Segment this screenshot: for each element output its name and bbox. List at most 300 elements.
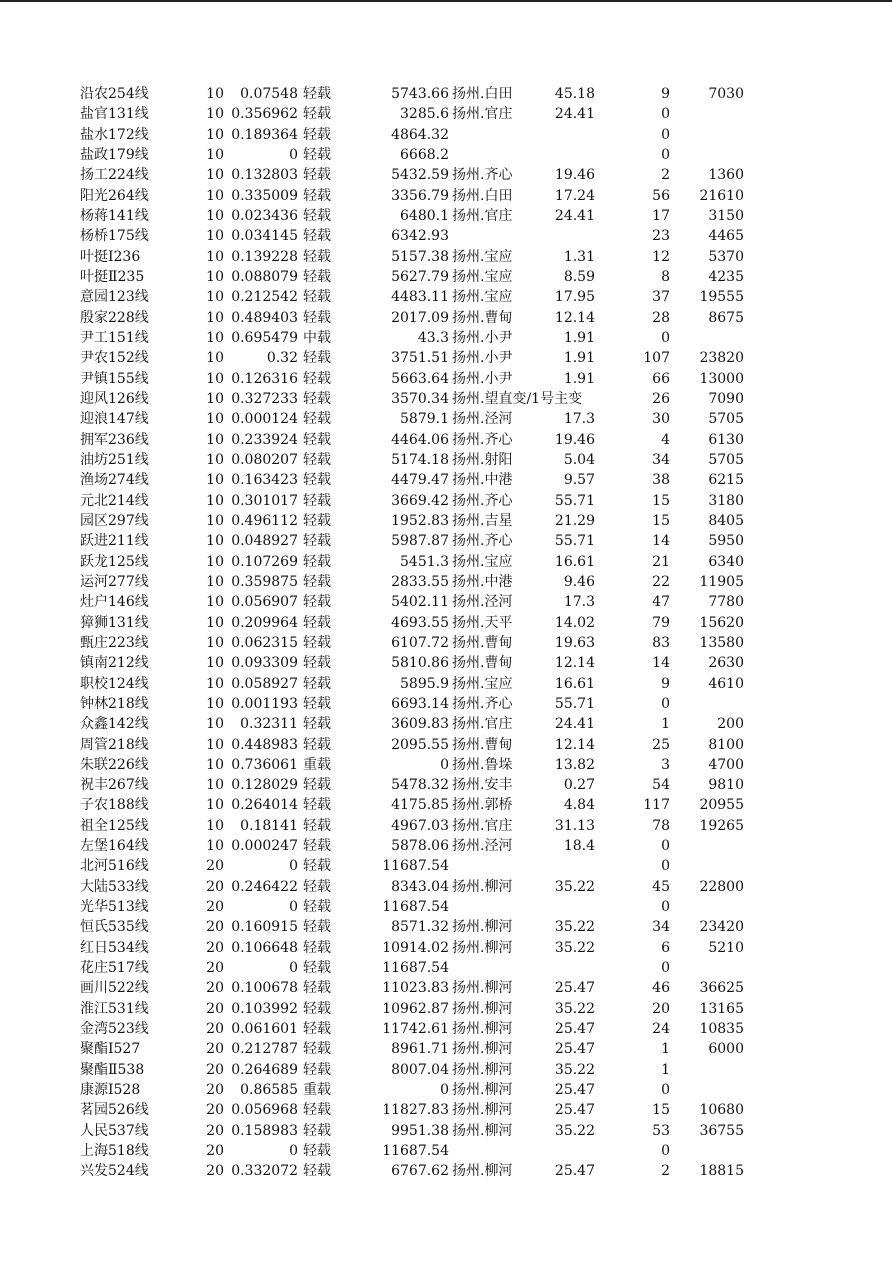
available-capacity-cell: 4175.85 [391,797,449,814]
table-row [0,165,892,185]
available-capacity-cell: 2095.55 [391,736,449,753]
distance-cell: 4.84 [563,797,595,814]
voltage-cell: 10 [206,390,224,407]
distance-cell: 35.22 [554,919,595,936]
load-ratio-cell: 0.106648 [231,939,298,956]
distance-cell: 1.91 [563,329,595,346]
available-capacity-cell: 6107.72 [391,634,449,651]
load-ratio-cell: 0.058927 [231,675,298,692]
installed-capacity-cell: 36755 [699,1122,744,1139]
available-capacity-cell: 4479.47 [391,472,449,489]
installed-capacity-cell: 10680 [699,1102,744,1119]
installed-capacity-cell: 8675 [708,309,744,326]
transformer-count-cell: 1 [661,1041,670,1058]
installed-capacity-cell: 19265 [699,817,744,834]
transformer-count-cell: 1 [661,1061,670,1078]
load-status-cell: 轻载 [303,919,331,936]
distance-cell: 13.82 [554,756,595,773]
distance-cell: 35.22 [554,878,595,895]
load-ratio-cell: 0.056907 [231,594,298,611]
available-capacity-cell: 3285.6 [400,106,449,123]
available-capacity-cell: 5402.11 [391,594,449,611]
installed-capacity-cell: 7090 [708,390,744,407]
voltage-cell: 10 [206,451,224,468]
distance-cell: 9.46 [563,573,595,590]
available-capacity-cell: 5432.59 [391,167,449,184]
load-ratio-cell: 0.264689 [231,1061,298,1078]
line-name-cell: 花庄517线 [80,960,149,977]
transformer-count-cell: 83 [652,634,670,651]
distance-cell: 12.14 [554,309,595,326]
load-ratio-cell: 0.056968 [231,1102,298,1119]
substation-cell: 扬州.柳河 [452,878,513,895]
transformer-count-cell: 26 [652,390,670,407]
distance-cell: 17.3 [563,594,595,611]
installed-capacity-cell: 11905 [699,573,744,590]
installed-capacity-cell: 15620 [699,614,744,631]
substation-cell: 扬州.柳河 [452,1082,513,1099]
transformer-count-cell: 14 [652,655,670,672]
available-capacity-cell: 5879.1 [400,411,449,428]
voltage-cell: 10 [206,268,224,285]
transformer-count-cell: 0 [661,899,670,916]
line-name-cell: 迎风126线 [80,390,149,407]
installed-capacity-cell: 6215 [708,472,744,489]
installed-capacity-cell: 13000 [699,370,744,387]
voltage-cell: 10 [206,207,224,224]
transformer-count-cell: 0 [661,329,670,346]
substation-cell: 扬州.柳河 [452,939,513,956]
line-name-cell: 甄庄223线 [80,634,149,651]
load-ratio-cell: 0.264014 [231,797,298,814]
load-ratio-cell: 0 [289,1143,298,1160]
distance-cell: 9.57 [563,472,595,489]
load-ratio-cell: 0.093309 [231,655,298,672]
table-row [0,674,892,694]
available-capacity-cell: 10962.87 [382,1000,449,1017]
transformer-count-cell: 117 [643,797,670,814]
page-top-border [0,0,892,2]
load-ratio-cell: 0.209964 [231,614,298,631]
voltage-cell: 10 [206,817,224,834]
substation-cell: 扬州.柳河 [452,1000,513,1017]
load-ratio-cell: 0.132803 [231,167,298,184]
available-capacity-cell: 5627.79 [391,268,449,285]
substation-cell: 扬州.宝应 [452,289,513,306]
installed-capacity-cell: 6340 [708,553,744,570]
available-capacity-cell: 6480.1 [400,207,449,224]
transformer-count-cell: 1 [661,716,670,733]
distance-cell: 55.71 [554,492,595,509]
table-row [0,369,892,389]
load-status-cell: 重载 [303,756,331,773]
distance-cell: 25.47 [554,1041,595,1058]
table-row [0,755,892,775]
available-capacity-cell: 2017.09 [391,309,449,326]
line-name-cell: 獐狮131线 [80,614,149,631]
table-row [0,572,892,592]
available-capacity-cell: 0 [440,1082,449,1099]
voltage-cell: 10 [206,411,224,428]
table-row [0,287,892,307]
installed-capacity-cell: 19555 [699,289,744,306]
line-name-cell: 殷家228线 [80,309,149,326]
available-capacity-cell: 4967.03 [391,817,449,834]
load-status-cell: 轻载 [303,431,331,448]
voltage-cell: 20 [206,1061,224,1078]
available-capacity-cell: 4864.32 [391,126,449,143]
voltage-cell: 10 [206,228,224,245]
available-capacity-cell: 43.3 [417,329,449,346]
line-name-cell: 渔场274线 [80,472,149,489]
load-ratio-cell: 0.062315 [231,634,298,651]
installed-capacity-cell: 23820 [699,350,744,367]
substation-cell: 扬州.白田 [452,86,513,102]
load-ratio-cell: 0 [289,146,298,163]
load-ratio-cell: 0.327233 [231,390,298,407]
distance-cell: 12.14 [554,736,595,753]
table-row [0,1161,892,1181]
load-status-cell: 轻载 [303,390,331,407]
table-row [0,84,892,104]
transformer-count-cell: 66 [652,370,670,387]
substation-cell: 扬州.官庄 [452,716,513,733]
substation-cell: 扬州.柳河 [452,1021,513,1038]
voltage-cell: 20 [206,1082,224,1099]
transformer-count-cell: 8 [661,268,670,285]
load-status-cell: 轻载 [303,512,331,529]
load-ratio-cell: 0.356962 [231,106,298,123]
transformer-count-cell: 107 [643,350,670,367]
load-status-cell: 轻载 [303,1143,331,1160]
distance-cell: 25.47 [554,1021,595,1038]
transformer-count-cell: 45 [652,878,670,895]
line-name-cell: 淮江531线 [80,1000,149,1017]
load-ratio-cell: 0.335009 [231,187,298,204]
transformer-count-cell: 24 [652,1021,670,1038]
table-row [0,470,892,490]
distance-cell: 19.46 [554,167,595,184]
load-ratio-cell: 0.088079 [231,268,298,285]
substation-cell: 扬州.泾河 [452,838,513,855]
table-row [0,267,892,287]
substation-cell: 扬州.宝应 [452,553,513,570]
available-capacity-cell: 4693.55 [391,614,449,631]
table-row [0,104,892,124]
load-status-cell: 轻载 [303,146,331,163]
distance-cell: 5.04 [563,451,595,468]
load-status-cell: 轻载 [303,960,331,977]
voltage-cell: 10 [206,655,224,672]
installed-capacity-cell: 13580 [699,634,744,651]
voltage-cell: 10 [206,187,224,204]
voltage-cell: 20 [206,1021,224,1038]
line-name-cell: 红日534线 [80,939,149,956]
line-name-cell: 阳光264线 [80,187,149,204]
transformer-count-cell: 14 [652,533,670,550]
voltage-cell: 10 [206,736,224,753]
line-name-cell: 杨桥175线 [80,228,149,245]
substation-cell: 扬州.郭桥 [452,797,513,814]
substation-cell: 扬州.曹甸 [452,736,513,753]
transformer-count-cell: 78 [652,817,670,834]
available-capacity-cell: 9951.38 [391,1122,449,1139]
load-ratio-cell: 0.103992 [231,1000,298,1017]
load-status-cell: 轻载 [303,350,331,367]
load-status-cell: 轻载 [303,1021,331,1038]
installed-capacity-cell: 20955 [699,797,744,814]
transformer-count-cell: 28 [652,309,670,326]
voltage-cell: 10 [206,675,224,692]
load-ratio-cell: 0 [289,858,298,875]
table-row [0,409,892,429]
line-name-cell: 盐官131线 [80,106,149,123]
distance-cell: 24.41 [554,716,595,733]
installed-capacity-cell: 21610 [699,187,744,204]
table-row [0,186,892,206]
line-name-cell: 运河277线 [80,573,149,590]
table-row [0,735,892,755]
transformer-count-cell: 37 [652,289,670,306]
load-ratio-cell: 0.301017 [231,492,298,509]
line-name-cell: 恒氏535线 [80,919,149,936]
line-name-cell: 人民537线 [80,1122,149,1139]
load-ratio-cell: 0.233924 [231,431,298,448]
installed-capacity-cell: 5705 [708,411,744,428]
load-status-cell: 轻载 [303,939,331,956]
voltage-cell: 10 [206,106,224,123]
line-name-cell: 园区297线 [80,512,149,529]
load-status-cell: 轻载 [303,451,331,468]
load-status-cell: 轻载 [303,106,331,123]
load-status-cell: 轻载 [303,980,331,997]
distance-cell: 24.41 [554,106,595,123]
available-capacity-cell: 6767.62 [391,1163,449,1180]
available-capacity-cell: 3609.83 [391,716,449,733]
table-row [0,511,892,531]
voltage-cell: 10 [206,533,224,550]
load-status-cell: 轻载 [303,817,331,834]
substation-cell: 扬州.宝应 [452,268,513,285]
load-ratio-cell: 0.736061 [231,756,298,773]
table-row [0,1100,892,1120]
voltage-cell: 10 [206,472,224,489]
line-name-cell: 尹农152线 [80,350,149,367]
table-row [0,775,892,795]
installed-capacity-cell: 13165 [699,1000,744,1017]
transformer-count-cell: 6 [661,939,670,956]
load-status-cell: 轻载 [303,594,331,611]
line-name-cell: 聚酯Ⅰ527 [80,1041,141,1058]
table-row [0,1039,892,1059]
substation-cell: 扬州.小尹 [452,370,513,387]
substation-cell: 扬州.曹甸 [452,634,513,651]
table-row [0,714,892,734]
table-row [0,348,892,368]
substation-cell: 扬州.宝应 [452,248,513,265]
distance-cell: 55.71 [554,695,595,712]
distance-cell: 1.31 [563,248,595,265]
line-name-cell: 沿农254线 [80,86,149,102]
transformer-count-cell: 38 [652,472,670,489]
line-name-cell: 康源Ⅰ528 [80,1082,141,1099]
table-row [0,958,892,978]
table-row [0,226,892,246]
table-row [0,633,892,653]
load-ratio-cell: 0.32311 [240,716,298,733]
substation-cell: 扬州.柳河 [452,1122,513,1139]
line-name-cell: 意园123线 [80,289,149,306]
load-status-cell: 轻载 [303,634,331,651]
available-capacity-cell: 10914.02 [382,939,449,956]
distance-cell: 18.4 [563,838,595,855]
load-status-cell: 轻载 [303,716,331,733]
transformer-count-cell: 17 [652,207,670,224]
installed-capacity-cell: 2630 [708,655,744,672]
line-name-cell: 盐政179线 [80,146,149,163]
transformer-count-cell: 34 [652,919,670,936]
voltage-cell: 10 [206,716,224,733]
voltage-cell: 20 [206,858,224,875]
load-status-cell: 轻载 [303,309,331,326]
table-row [0,145,892,165]
load-ratio-cell: 0.18141 [240,817,298,834]
voltage-cell: 10 [206,838,224,855]
table-row [0,389,892,409]
transformer-count-cell: 9 [661,86,670,102]
substation-cell: 扬州.小尹 [452,329,513,346]
distance-cell: 55.71 [554,533,595,550]
distance-cell: 1.91 [563,350,595,367]
available-capacity-cell: 5157.38 [391,248,449,265]
distance-cell: 12.14 [554,655,595,672]
substation-cell: 扬州.柳河 [452,919,513,936]
load-ratio-cell: 0.07548 [240,86,298,102]
available-capacity-cell: 5451.3 [400,553,449,570]
installed-capacity-cell: 3180 [708,492,744,509]
line-name-cell: 大陆533线 [80,878,149,895]
transformer-count-cell: 0 [661,1082,670,1099]
available-capacity-cell: 8007.04 [391,1061,449,1078]
distance-cell: 19.46 [554,431,595,448]
available-capacity-cell: 11687.54 [382,858,449,875]
line-name-cell: 北河516线 [80,858,149,875]
available-capacity-cell: 6342.93 [391,228,449,245]
transformer-count-cell: 0 [661,695,670,712]
load-ratio-cell: 0.489403 [231,309,298,326]
table-row [0,938,892,958]
line-name-cell: 上海518线 [80,1143,149,1160]
transformer-count-cell: 15 [652,492,670,509]
load-status-cell: 轻载 [303,838,331,855]
voltage-cell: 10 [206,594,224,611]
line-name-cell: 元北214线 [80,492,149,509]
load-ratio-cell: 0.001193 [231,695,298,712]
load-status-cell: 轻载 [303,1041,331,1058]
load-ratio-cell: 0.080207 [231,451,298,468]
load-ratio-cell: 0.212542 [231,289,298,306]
transformer-count-cell: 79 [652,614,670,631]
line-name-cell: 扬工224线 [80,167,149,184]
installed-capacity-cell: 22800 [699,878,744,895]
load-ratio-cell: 0.212787 [231,1041,298,1058]
table-row [0,1060,892,1080]
voltage-cell: 10 [206,695,224,712]
substation-cell: 扬州.望直变/1号主变 [452,390,583,407]
load-ratio-cell: 0.034145 [231,228,298,245]
load-status-cell: 轻载 [303,695,331,712]
available-capacity-cell: 1952.83 [391,512,449,529]
transformer-count-cell: 56 [652,187,670,204]
substation-cell: 扬州.小尹 [452,350,513,367]
table-row [0,694,892,714]
line-name-cell: 子农188线 [80,797,149,814]
table-row [0,125,892,145]
load-status-cell: 重载 [303,1082,331,1099]
voltage-cell: 10 [206,431,224,448]
voltage-cell: 10 [206,126,224,143]
load-ratio-cell: 0.86585 [240,1082,298,1099]
substation-cell: 扬州.泾河 [452,594,513,611]
table-row [0,999,892,1019]
load-status-cell: 轻载 [303,899,331,916]
transformer-count-cell: 47 [652,594,670,611]
line-name-cell: 聚酯Ⅱ538 [80,1061,145,1078]
load-status-cell: 轻载 [303,1163,331,1180]
load-status-cell: 轻载 [303,655,331,672]
voltage-cell: 10 [206,370,224,387]
transformer-count-cell: 22 [652,573,670,590]
transformer-count-cell: 3 [661,756,670,773]
line-name-cell: 杨蒋141线 [80,207,149,224]
load-ratio-cell: 0.061601 [231,1021,298,1038]
installed-capacity-cell: 18815 [699,1163,744,1180]
substation-cell: 扬州.柳河 [452,1102,513,1119]
voltage-cell: 10 [206,512,224,529]
table-row [0,450,892,470]
distance-cell: 35.22 [554,1000,595,1017]
load-ratio-cell: 0.189364 [231,126,298,143]
voltage-cell: 10 [206,634,224,651]
table-row [0,1080,892,1100]
transformer-count-cell: 0 [661,106,670,123]
distance-cell: 31.13 [554,817,595,834]
table-row [0,653,892,673]
voltage-cell: 20 [206,980,224,997]
available-capacity-cell: 3669.42 [391,492,449,509]
line-name-cell: 祝丰267线 [80,777,149,794]
distance-cell: 17.3 [563,411,595,428]
installed-capacity-cell: 5950 [708,533,744,550]
line-name-cell: 油坊251线 [80,451,149,468]
available-capacity-cell: 11687.54 [382,960,449,977]
voltage-cell: 20 [206,1163,224,1180]
voltage-cell: 10 [206,614,224,631]
installed-capacity-cell: 8100 [708,736,744,753]
available-capacity-cell: 8571.32 [391,919,449,936]
transformer-count-cell: 20 [652,1000,670,1017]
transformer-count-cell: 34 [652,451,670,468]
voltage-cell: 20 [206,939,224,956]
load-ratio-cell: 0.107269 [231,553,298,570]
transformer-count-cell: 23 [652,228,670,245]
voltage-cell: 10 [206,86,224,102]
installed-capacity-cell: 6000 [708,1041,744,1058]
installed-capacity-cell: 3150 [708,207,744,224]
available-capacity-cell: 3751.51 [391,350,449,367]
line-name-cell: 朱联226线 [80,756,149,773]
voltage-cell: 10 [206,553,224,570]
